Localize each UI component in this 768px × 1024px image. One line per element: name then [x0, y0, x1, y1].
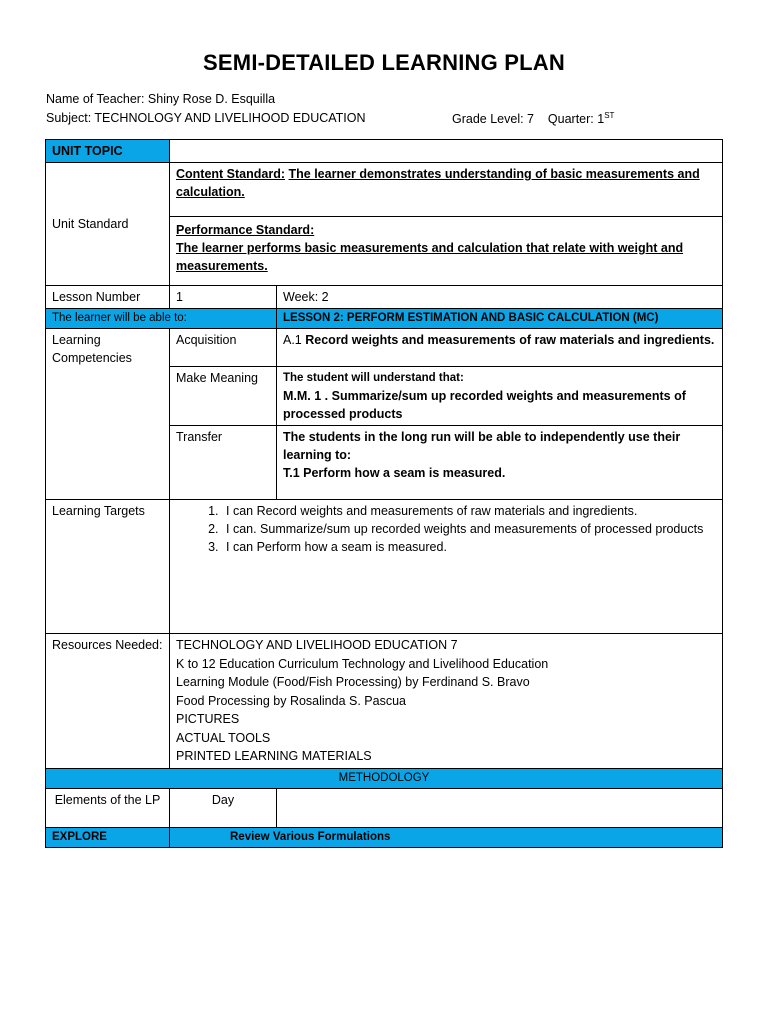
learning-targets-list	[176, 502, 716, 556]
make-meaning-label: Make Meaning	[170, 367, 277, 426]
lesson-title: LESSON 2: PERFORM ESTIMATION AND BASIC CALCULATION (MC)	[277, 309, 723, 329]
grade-level: Grade Level: 7	[452, 112, 534, 127]
lesson-title-row	[46, 309, 723, 329]
transfer-intro: The students in the long run will be able to independently use their learning to:	[283, 430, 681, 462]
resource-item: Learning Module (Food/Fish Processing) by Ferdinand S. Bravo	[176, 675, 530, 689]
performance-standard-label: Performance Standard:	[176, 223, 315, 237]
content-standard-text: The learner demonstrates understanding of basic measurements and calculation.	[176, 167, 700, 199]
learning-target-item: 3. I can Perform how a seam is measured.	[222, 538, 716, 556]
quarter-suffix: ST	[604, 111, 615, 120]
learning-targets-row	[46, 500, 723, 634]
learning-target-item: 2. I can. Summarize/sum up recorded weights and measurements of processed products	[222, 520, 716, 538]
elements-label: Elements of the LP	[46, 788, 170, 827]
resource-item: PICTURES	[176, 712, 240, 726]
resources-row	[46, 634, 723, 769]
unit-topic-value	[170, 140, 723, 163]
performance-standard-text: The learner performs basic measurements and calculation that relate with weight and measurements.	[176, 241, 684, 273]
make-meaning-text: M.M. 1 . Summarize/sum up recorded weights and measurements of processed products	[283, 389, 686, 421]
unit-topic-row	[46, 140, 723, 163]
explore-text: Review Various Formulations	[170, 827, 723, 847]
page-title: SEMI-DETAILED LEARNING PLAN	[203, 50, 565, 75]
resources-label: Resources Needed:	[46, 634, 170, 769]
learning-targets-label: Learning Targets	[46, 500, 170, 634]
learning-targets	[170, 500, 723, 634]
teacher-name: Name of Teacher: Shiny Rose D. Esquilla	[46, 92, 276, 106]
resources-list	[170, 634, 723, 769]
grade-quarter	[452, 111, 614, 126]
resource-item: K to 12 Education Curriculum Technology and Livelihood Education	[176, 656, 549, 671]
methodology-row	[46, 768, 723, 788]
resource-item: Food Processing by Rosalinda S. Pascua	[176, 693, 406, 708]
content-standard-row	[46, 163, 723, 217]
make-meaning-intro: The student will understand that:	[283, 372, 464, 384]
transfer-text: T.1 Perform how a seam is measured.	[283, 466, 506, 480]
acquisition-label: Acquisition	[170, 329, 277, 367]
lesson-number-value: 1	[170, 286, 277, 309]
unit-topic-label: UNIT TOPIC	[46, 140, 170, 163]
day-label: Day	[170, 788, 277, 827]
resource-item: TECHNOLOGY AND LIVELIHOOD EDUCATION 7	[176, 638, 458, 652]
learning-competencies-label: Learning Competencies	[46, 329, 170, 500]
explore-label: EXPLORE	[46, 827, 170, 847]
content-standard	[170, 163, 723, 217]
learning-plan-table	[45, 139, 723, 848]
explore-row	[46, 827, 723, 847]
quarter: Quarter: 1	[547, 112, 605, 127]
learning-target-item: 1. I can Record weights and measurements of raw materials and ingredients.	[222, 502, 716, 520]
resource-item: ACTUAL TOOLS	[176, 730, 271, 745]
content-standard-label: Content Standard:	[176, 167, 286, 181]
make-meaning	[277, 367, 723, 426]
week: Week: 2	[277, 286, 723, 309]
methodology-label: METHODOLOGY	[46, 768, 723, 788]
elements-value	[277, 788, 723, 827]
acquisition-code: A.1	[283, 333, 302, 347]
resource-item: PRINTED LEARNING MATERIALS	[176, 749, 372, 763]
acquisition-row	[46, 329, 723, 367]
acquisition	[277, 329, 723, 367]
performance-standard	[170, 217, 723, 286]
lesson-number-row	[46, 286, 723, 309]
transfer	[277, 426, 723, 500]
elements-row	[46, 788, 723, 827]
lesson-number-label: Lesson Number	[46, 286, 170, 309]
transfer-label: Transfer	[170, 426, 277, 500]
subject: Subject: TECHNOLOGY AND LIVELIHOOD EDUCATION	[46, 111, 366, 125]
learner-able-label: The learner will be able to:	[46, 309, 277, 329]
unit-standard-label: Unit Standard	[46, 163, 170, 286]
acquisition-text: Record weights and measurements of raw materials and ingredients.	[305, 333, 715, 347]
